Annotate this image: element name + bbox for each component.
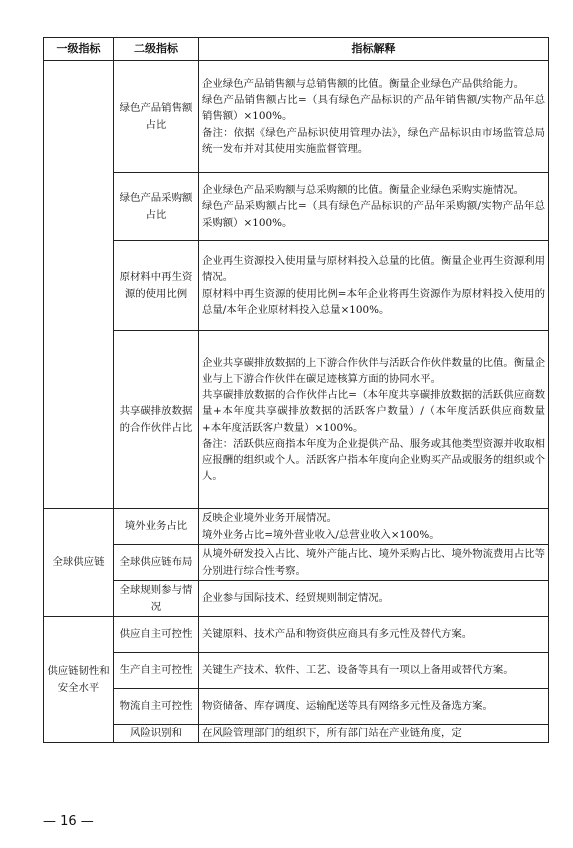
explanation-line: 从境外研发投入占比、境外产能占比、境外采购占比、境外物流费用占比等分别进行综合性考察。 [202, 548, 545, 577]
explanation-line: 关键原料、技术产品和物资供应商具有多元性及替代方案。 [202, 628, 473, 641]
table-row [44, 173, 549, 241]
second-level-cell: 绿色产品销售额占比 [114, 61, 199, 173]
explanation-cell [199, 241, 549, 331]
explanation-cell [199, 173, 549, 241]
explanation-cell [199, 545, 549, 581]
explanation-line: 原材料中再生资源的使用比例=本年企业将再生资源作为原材料投入使用的总量/本年企业原材料投入总量×100%。 [202, 287, 545, 316]
first-level-cell: 供应链韧性和安全水平 [44, 617, 114, 743]
table-row [44, 61, 549, 173]
explanation-line: 备注：依据《绿色产品标识使用管理办法》，绿色产品标识由市场监管总局统一发布并对其使用实施监督管理。 [202, 126, 545, 155]
table-row [44, 689, 549, 725]
header-first-level: 一级指标 [44, 38, 114, 61]
explanation-cell [199, 581, 549, 617]
explanation-cell [199, 61, 549, 173]
explanation-line: 企业共享碳排放数据的上下游合作伙伴与活跃合作伙伴数量的比值。衡量企业与上下游合作伙伴在碳足迹核算方面的协同水平。 [202, 356, 545, 385]
second-level-cell: 风险识别和 [114, 725, 199, 743]
second-level-cell: 生产自主可控性 [114, 653, 199, 689]
second-level-cell: 境外业务占比 [114, 509, 199, 545]
explanation-line: 反映企业境外业务开展情况。 [202, 512, 338, 525]
table-row [44, 241, 549, 331]
explanation-cell [199, 725, 549, 743]
first-level-cell: 全球供应链 [44, 509, 114, 617]
explanation-line: 境外业务占比=境外营业收入/总营业收入×100%。 [202, 528, 440, 541]
second-level-cell: 绿色产品采购额占比 [114, 173, 199, 241]
first-level-cell [44, 61, 114, 509]
explanation-cell [199, 509, 549, 545]
explanation-line: 企业再生资源投入使用量与原材料投入总量的比值。衡量企业再生资源利用情况。 [202, 255, 545, 284]
explanation-cell [199, 689, 549, 725]
explanation-cell [199, 653, 549, 689]
explanation-line: 备注：活跃供应商指本年度为企业提供产品、服务或其他类型资源并收取相应报酬的组织或个人。活跃客户指本年度向企业购买产品或服务的组织或个人。 [202, 437, 545, 483]
table-row [44, 617, 549, 653]
explanation-cell [199, 617, 549, 653]
explanation-line: 在风险管理部门的组织下，所有部门站在产业链角度，定 [202, 727, 462, 740]
second-level-cell: 全球规则参与情况 [114, 581, 199, 617]
table-row [44, 331, 549, 509]
table-row [44, 509, 549, 545]
page-number: — 16 — [43, 814, 94, 829]
table-row [44, 545, 549, 581]
explanation-line: 企业参与国际技术、经贸规则制定情况。 [202, 592, 390, 605]
second-level-cell: 全球供应链布局 [114, 545, 199, 581]
explanation-line: 共享碳排放数据的合作伙伴占比=（本年度共享碳排放数据的活跃供应商数量+本年度共享碳排放数据的活跃客户数量）/（本年度活跃供应商数量+本年度活跃客户数量）×100%。 [202, 389, 545, 434]
explanation-line: 企业绿色产品销售额与总销售额的比值。衡量企业绿色产品供给能力。 [202, 77, 525, 90]
table-row [44, 581, 549, 617]
explanation-line: 企业绿色产品采购额与总采购额的比值。衡量企业绿色采购实施情况。 [202, 184, 525, 197]
table-row [44, 653, 549, 689]
indicator-table [43, 37, 549, 743]
second-level-cell: 共享碳排放数据的合作伙伴占比 [114, 331, 199, 509]
explanation-line: 绿色产品采购额占比=（具有绿色产品标识的产品年采购额/实物产品年总采购额）×100%。 [202, 200, 545, 229]
explanation-line: 绿色产品销售额占比=（具有绿色产品标识的产品年销售额/实物产品年总销售额）×100%。 [202, 94, 545, 123]
table-row [44, 725, 549, 743]
header-second-level: 二级指标 [114, 38, 199, 61]
second-level-cell: 原材料中再生资源的使用比例 [114, 241, 199, 331]
explanation-line: 物资储备、库存调度、运输配送等具有网络多元性及备选方案。 [202, 700, 493, 713]
second-level-cell: 物流自主可控性 [114, 689, 199, 725]
header-explanation: 指标解释 [199, 38, 549, 61]
explanation-cell [199, 331, 549, 509]
table-header-row [44, 38, 549, 61]
explanation-line: 关键生产技术、软件、工艺、设备等具有一项以上备用或替代方案。 [202, 664, 514, 677]
second-level-cell: 供应自主可控性 [114, 617, 199, 653]
